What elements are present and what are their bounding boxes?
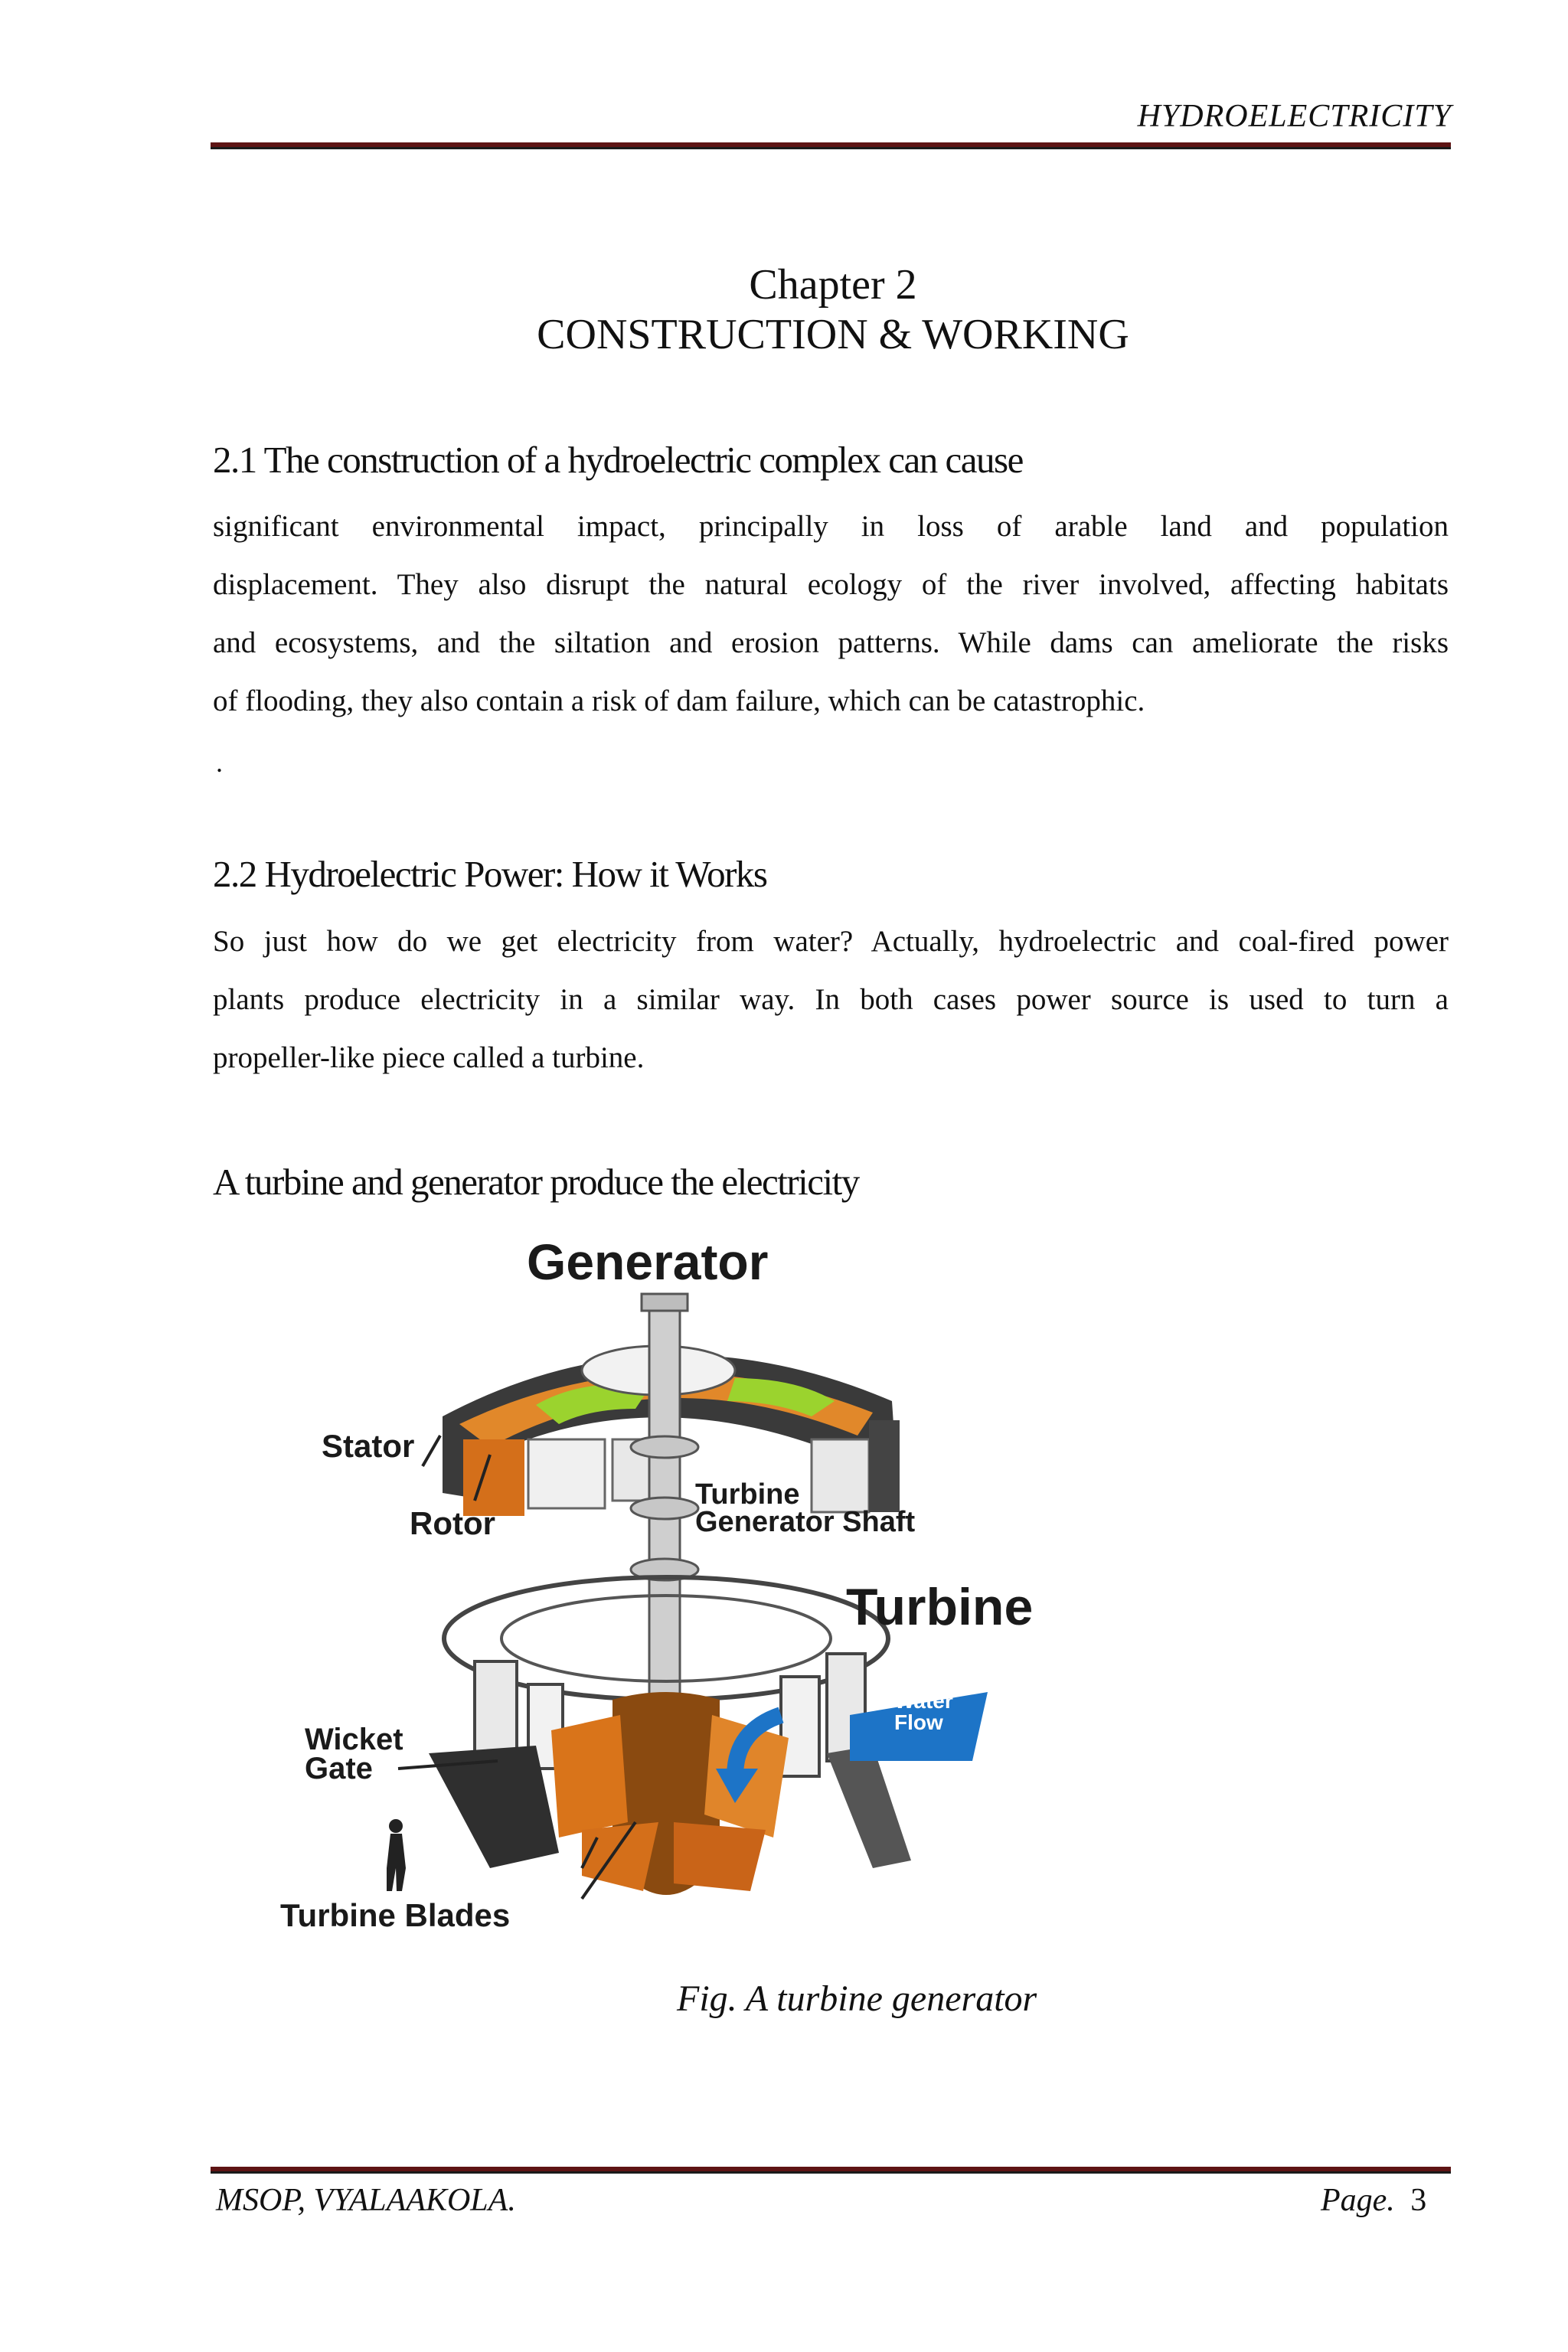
water-flow-label xyxy=(894,1690,953,1733)
shaft-label-line: Turbine xyxy=(695,1478,800,1511)
section-2-2-heading: 2.2 Hydroelectric Power: How it Works xyxy=(213,853,767,895)
stray-mark: . xyxy=(216,747,223,778)
water-flow-label-line: Flow xyxy=(894,1710,943,1734)
page-label: Page. xyxy=(1321,2183,1395,2218)
rotor-label: Rotor xyxy=(410,1505,495,1541)
section-2-1-heading: 2.1 The construction of a hydroelectric complex can cause xyxy=(213,439,1023,481)
figure-heading: A turbine and generator produce the electricity xyxy=(213,1161,859,1203)
wicket-gate-label xyxy=(305,1725,403,1783)
figure-caption: Fig. A turbine generator xyxy=(677,1978,1037,2019)
turbine-label: Turbine xyxy=(846,1578,1034,1636)
shaft-label-line: Generator Shaft xyxy=(695,1506,916,1538)
footer-page xyxy=(1321,2182,1426,2219)
chapter-number: Chapter 2 xyxy=(749,261,917,309)
running-header: HYDROELECTRICITY xyxy=(1137,99,1452,134)
paragraph-line: and ecosystems, and the siltation and erosion patterns. While dams can ameliorate the risks xyxy=(213,626,1449,659)
footer-rule xyxy=(211,2167,1451,2174)
page-number: 3 xyxy=(1410,2183,1427,2218)
paragraph-line: significant environmental impact, principally in loss of arable land and population xyxy=(213,510,1449,543)
paragraph-line: of flooding, they also contain a risk of dam failure, which can be catastrophic. xyxy=(213,684,1145,717)
footer-left: MSOP, VYALAAKOLA. xyxy=(216,2183,516,2218)
turbine-blades-label: Turbine Blades xyxy=(280,1897,511,1933)
water-flow-label-line: Water xyxy=(894,1689,953,1713)
wicket-gate-label-line: Gate xyxy=(305,1752,373,1785)
stator-label: Stator xyxy=(322,1428,415,1464)
wicket-gate-label-line: Wicket xyxy=(305,1723,403,1756)
shaft-label xyxy=(695,1478,916,1538)
paragraph-line: plants produce electricity in a similar way. In both cases power source is used to turn a xyxy=(213,983,1449,1016)
chapter-title: CONSTRUCTION & WORKING xyxy=(537,311,1129,358)
paragraph-line: displacement. They also disrupt the natural ecology of the river involved, affecting habitats xyxy=(213,568,1449,601)
paragraph-line: propeller-like piece called a turbine. xyxy=(213,1041,645,1074)
paragraph-line: So just how do we get electricity from water? Actually, hydroelectric and coal-fired power xyxy=(213,925,1449,958)
generator-label: Generator xyxy=(527,1233,769,1290)
